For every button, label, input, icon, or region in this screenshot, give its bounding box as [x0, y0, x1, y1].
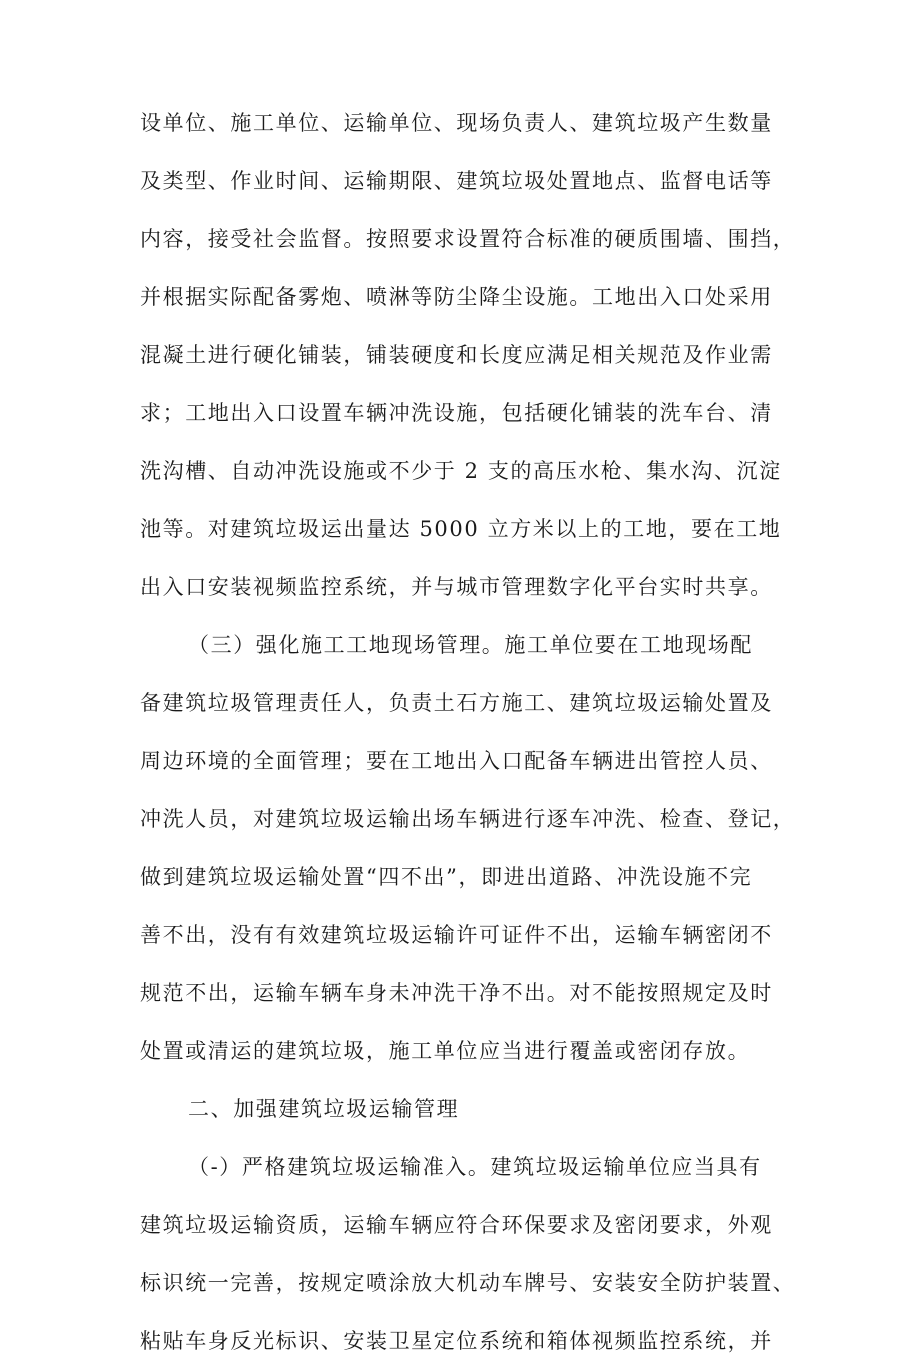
text-line: 混凝土进行硬化铺装，铺装硬度和长度应满足相关规范及作业需 [140, 343, 773, 367]
section-heading: 二、加强建筑垃圾运输管理 [188, 1097, 460, 1121]
text-line: 处置或清运的建筑垃圾，施工单位应当进行覆盖或密闭存放。 [140, 1039, 751, 1063]
text-line: 备建筑垃圾管理责任人，负责土石方施工、建筑垃圾运输处置及 [140, 691, 773, 715]
text-line: 冲洗人员，对建筑垃圾运输出场车辆进行逐车冲洗、检查、登记， [140, 807, 796, 831]
text-line: 及类型、作业时间、运输期限、建筑垃圾处置地点、监督电话等 [140, 169, 773, 193]
text-line: 标识统一完善，按规定喷涂放大机动车牌号、安装安全防护装置、 [140, 1271, 796, 1295]
subsection-paragraph-start: （-）严格建筑垃圾运输准入。建筑垃圾运输单位应当具有 [188, 1155, 762, 1179]
text-line: 池等。对建筑垃圾运出量达 5000 立方米以上的工地，要在工地 [140, 517, 782, 541]
section-heading-paragraph-start: （三）强化施工工地现场管理。施工单位要在工地现场配 [188, 633, 753, 657]
text-line: 求；工地出入口设置车辆冲洗设施，包括硬化铺装的洗车台、清 [140, 401, 773, 425]
text-line: 内容，接受社会监督。按照要求设置符合标准的硬质围墙、围挡， [140, 227, 796, 251]
text-line: 规范不出，运输车辆车身未冲洗干净不出。对不能按照规定及时 [140, 981, 773, 1005]
text-line: 洗沟槽、自动冲洗设施或不少于 2 支的高压水枪、集水沟、沉淀 [140, 459, 782, 483]
text-line: 出入口安装视频监控系统，并与城市管理数字化平台实时共享。 [140, 575, 773, 599]
text-line: 周边环境的全面管理；要在工地出入口配备车辆进出管控人员、 [140, 749, 773, 773]
text-line: 建筑垃圾运输资质，运输车辆应符合环保要求及密闭要求，外观 [140, 1213, 773, 1237]
text-line: 做到建筑垃圾运输处置“四不出”，即进出道路、冲洗设施不完 [140, 865, 753, 889]
text-line: 粘贴车身反光标识、安装卫星定位系统和箱体视频监控系统，并 [140, 1329, 773, 1353]
text-line: 并根据实际配备雾炮、喷淋等防尘降尘设施。工地出入口处采用 [140, 285, 773, 309]
text-line: 设单位、施工单位、运输单位、现场负责人、建筑垃圾产生数量 [140, 111, 773, 135]
text-line: 善不出，没有有效建筑垃圾运输许可证件不出，运输车辆密闭不 [140, 923, 773, 947]
